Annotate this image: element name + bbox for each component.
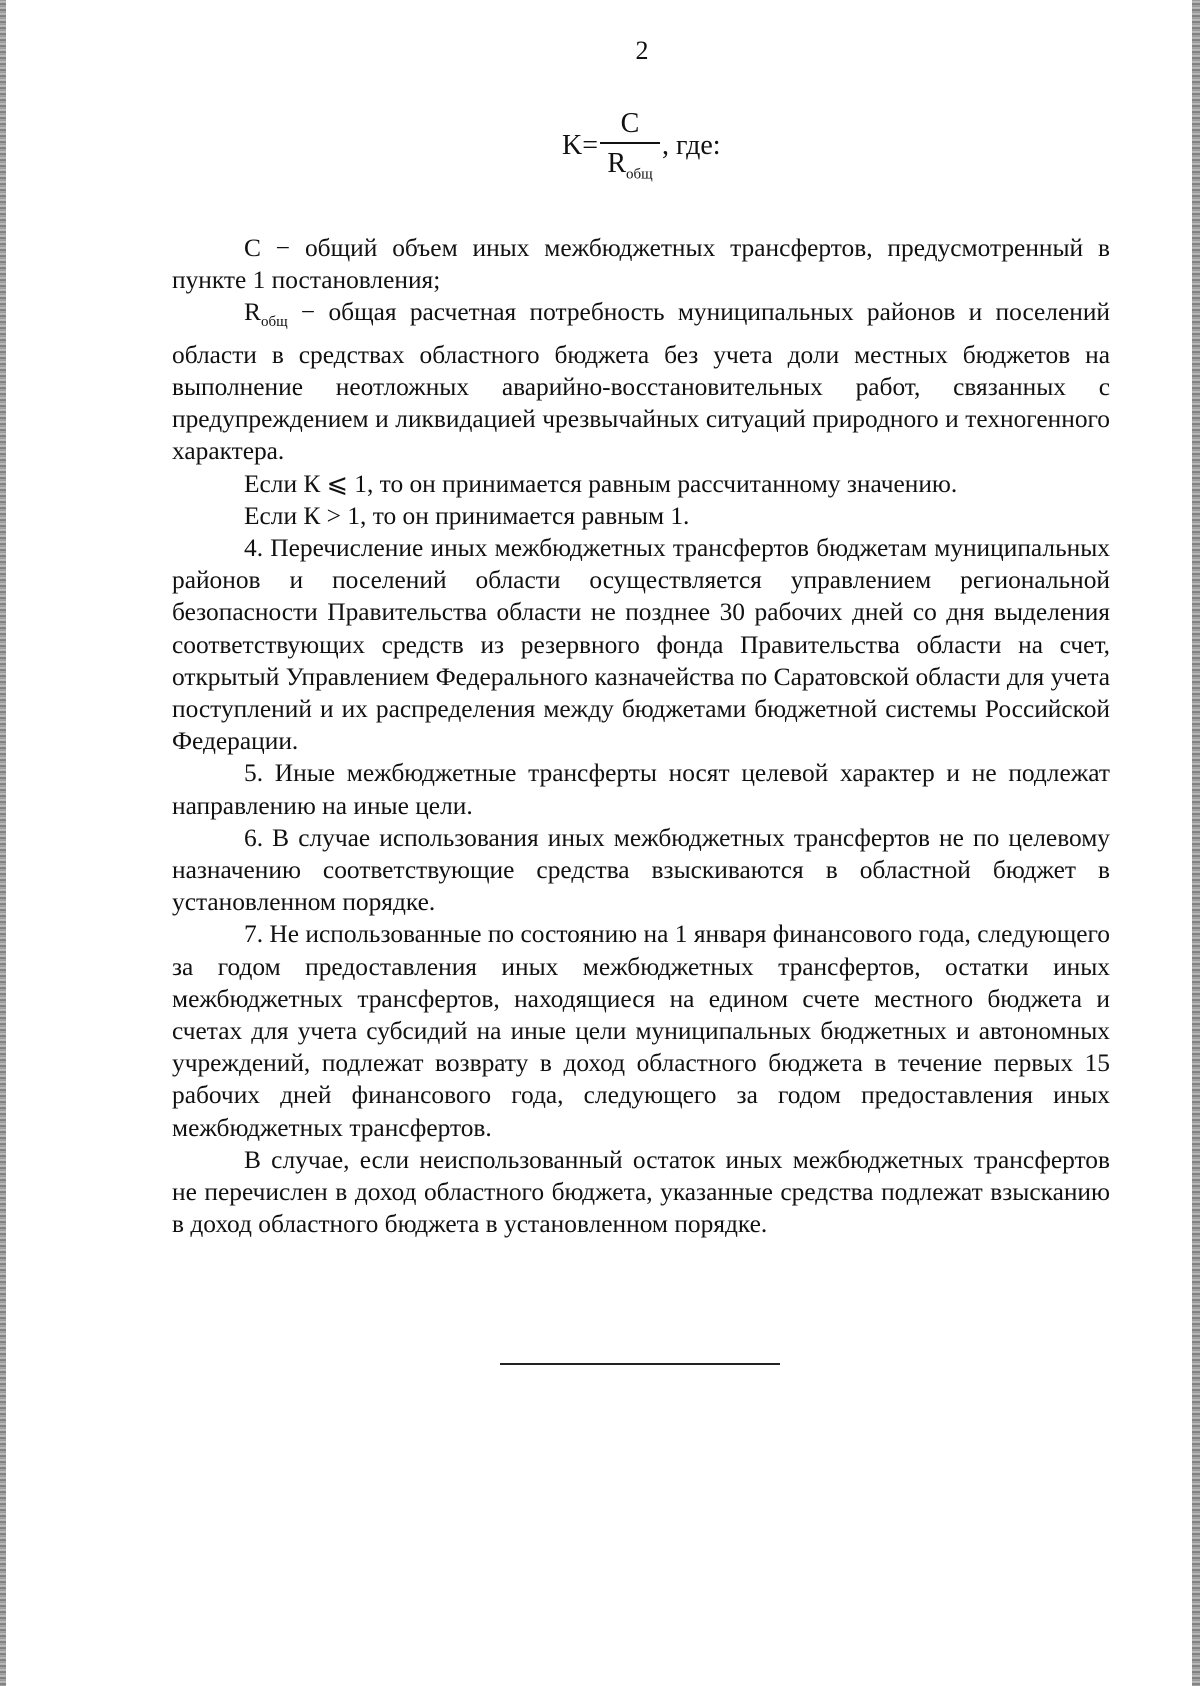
paragraph-r-definition: [172, 296, 1110, 467]
paragraph-item-7: 7. Не использованные по состоянию на 1 января финансового года, следующего за годом предоставления иных межбюджетных трансфертов, остатки иных межбюджетных трансфертов, находящиеся на едином счете местного бюджета и счетах для учета субсидий на иные цели муниципальных бюджетных и автономных учреждений, подлежат возврату в доход областного бюджета в течение первых 15 рабочих дней финансового года, следующего за годом предоставления иных межбюджетных трансфертов.: [172, 920, 1110, 1142]
scan-edge-right: [1192, 0, 1200, 1686]
paragraph-item-5: 5. Иные межбюджетные трансферты носят целевой характер и не подлежат направлению на иные цели.: [172, 759, 1110, 820]
paragraph-unused-balance: В случае, если неиспользованный остаток иных межбюджетных трансфертов не перечислен в доход областного бюджета, указанные средства подлежат взысканию в доход областного бюджета в установленном порядке.: [172, 1145, 1110, 1239]
denominator-base: R: [607, 148, 627, 179]
r-symbol: R: [244, 298, 261, 327]
paragraph-c-definition: С − общий объем иных межбюджетных трансфертов, предусмотренный в пункте 1 постановления;: [172, 234, 1110, 295]
formula-lhs: K=: [562, 130, 599, 162]
document-end-line: [500, 1363, 780, 1365]
r-subscript: общ: [260, 314, 288, 331]
formula-denominator: [607, 144, 652, 183]
formula-suffix: , где:: [662, 130, 721, 162]
denominator-subscript: общ: [626, 166, 653, 183]
paragraph-item-6: 6. В случае использования иных межбюджетных трансфертов не по целевому назначению соответствующие средства взыскиваются в областной бюджет в установленном порядке.: [172, 823, 1110, 917]
formula-fraction: [600, 110, 660, 183]
formula-numerator: C: [620, 108, 640, 139]
page-number: 2: [635, 36, 649, 65]
r-definition-text: − общая расчетная потребность муниципальных районов и поселений области в средствах областного бюджета без учета доли местных бюджетов на выполнение неотложных аварийно-восстановительных работ, связанных с предупреждением и ликвидацией чрезвычайных ситуаций природного и техногенного характера.: [172, 298, 1110, 466]
paragraph-item-4: 4. Перечисление иных межбюджетных трансфертов бюджетам муниципальных районов и поселений области осуществляется управлением региональной безопасности Правительства области не позднее 30 рабочих дней со дня выделения соответствующих средств из резервного фонда Правительства области на счет, открытый Управлением Федерального казначейства по Саратовской области для учета поступлений и их распределения между бюджетами бюджетной системы Российской Федерации.: [172, 533, 1110, 756]
paragraph-k-gt-1: Если К > 1, то он принимается равным 1.: [244, 501, 690, 530]
document-body: [172, 232, 1110, 1240]
coefficient-formula: [562, 110, 721, 183]
scan-edge-left: [0, 0, 6, 1686]
paragraph-k-le-1: Если К ⩽ 1, то он принимается равным рассчитанному значению.: [244, 469, 958, 498]
